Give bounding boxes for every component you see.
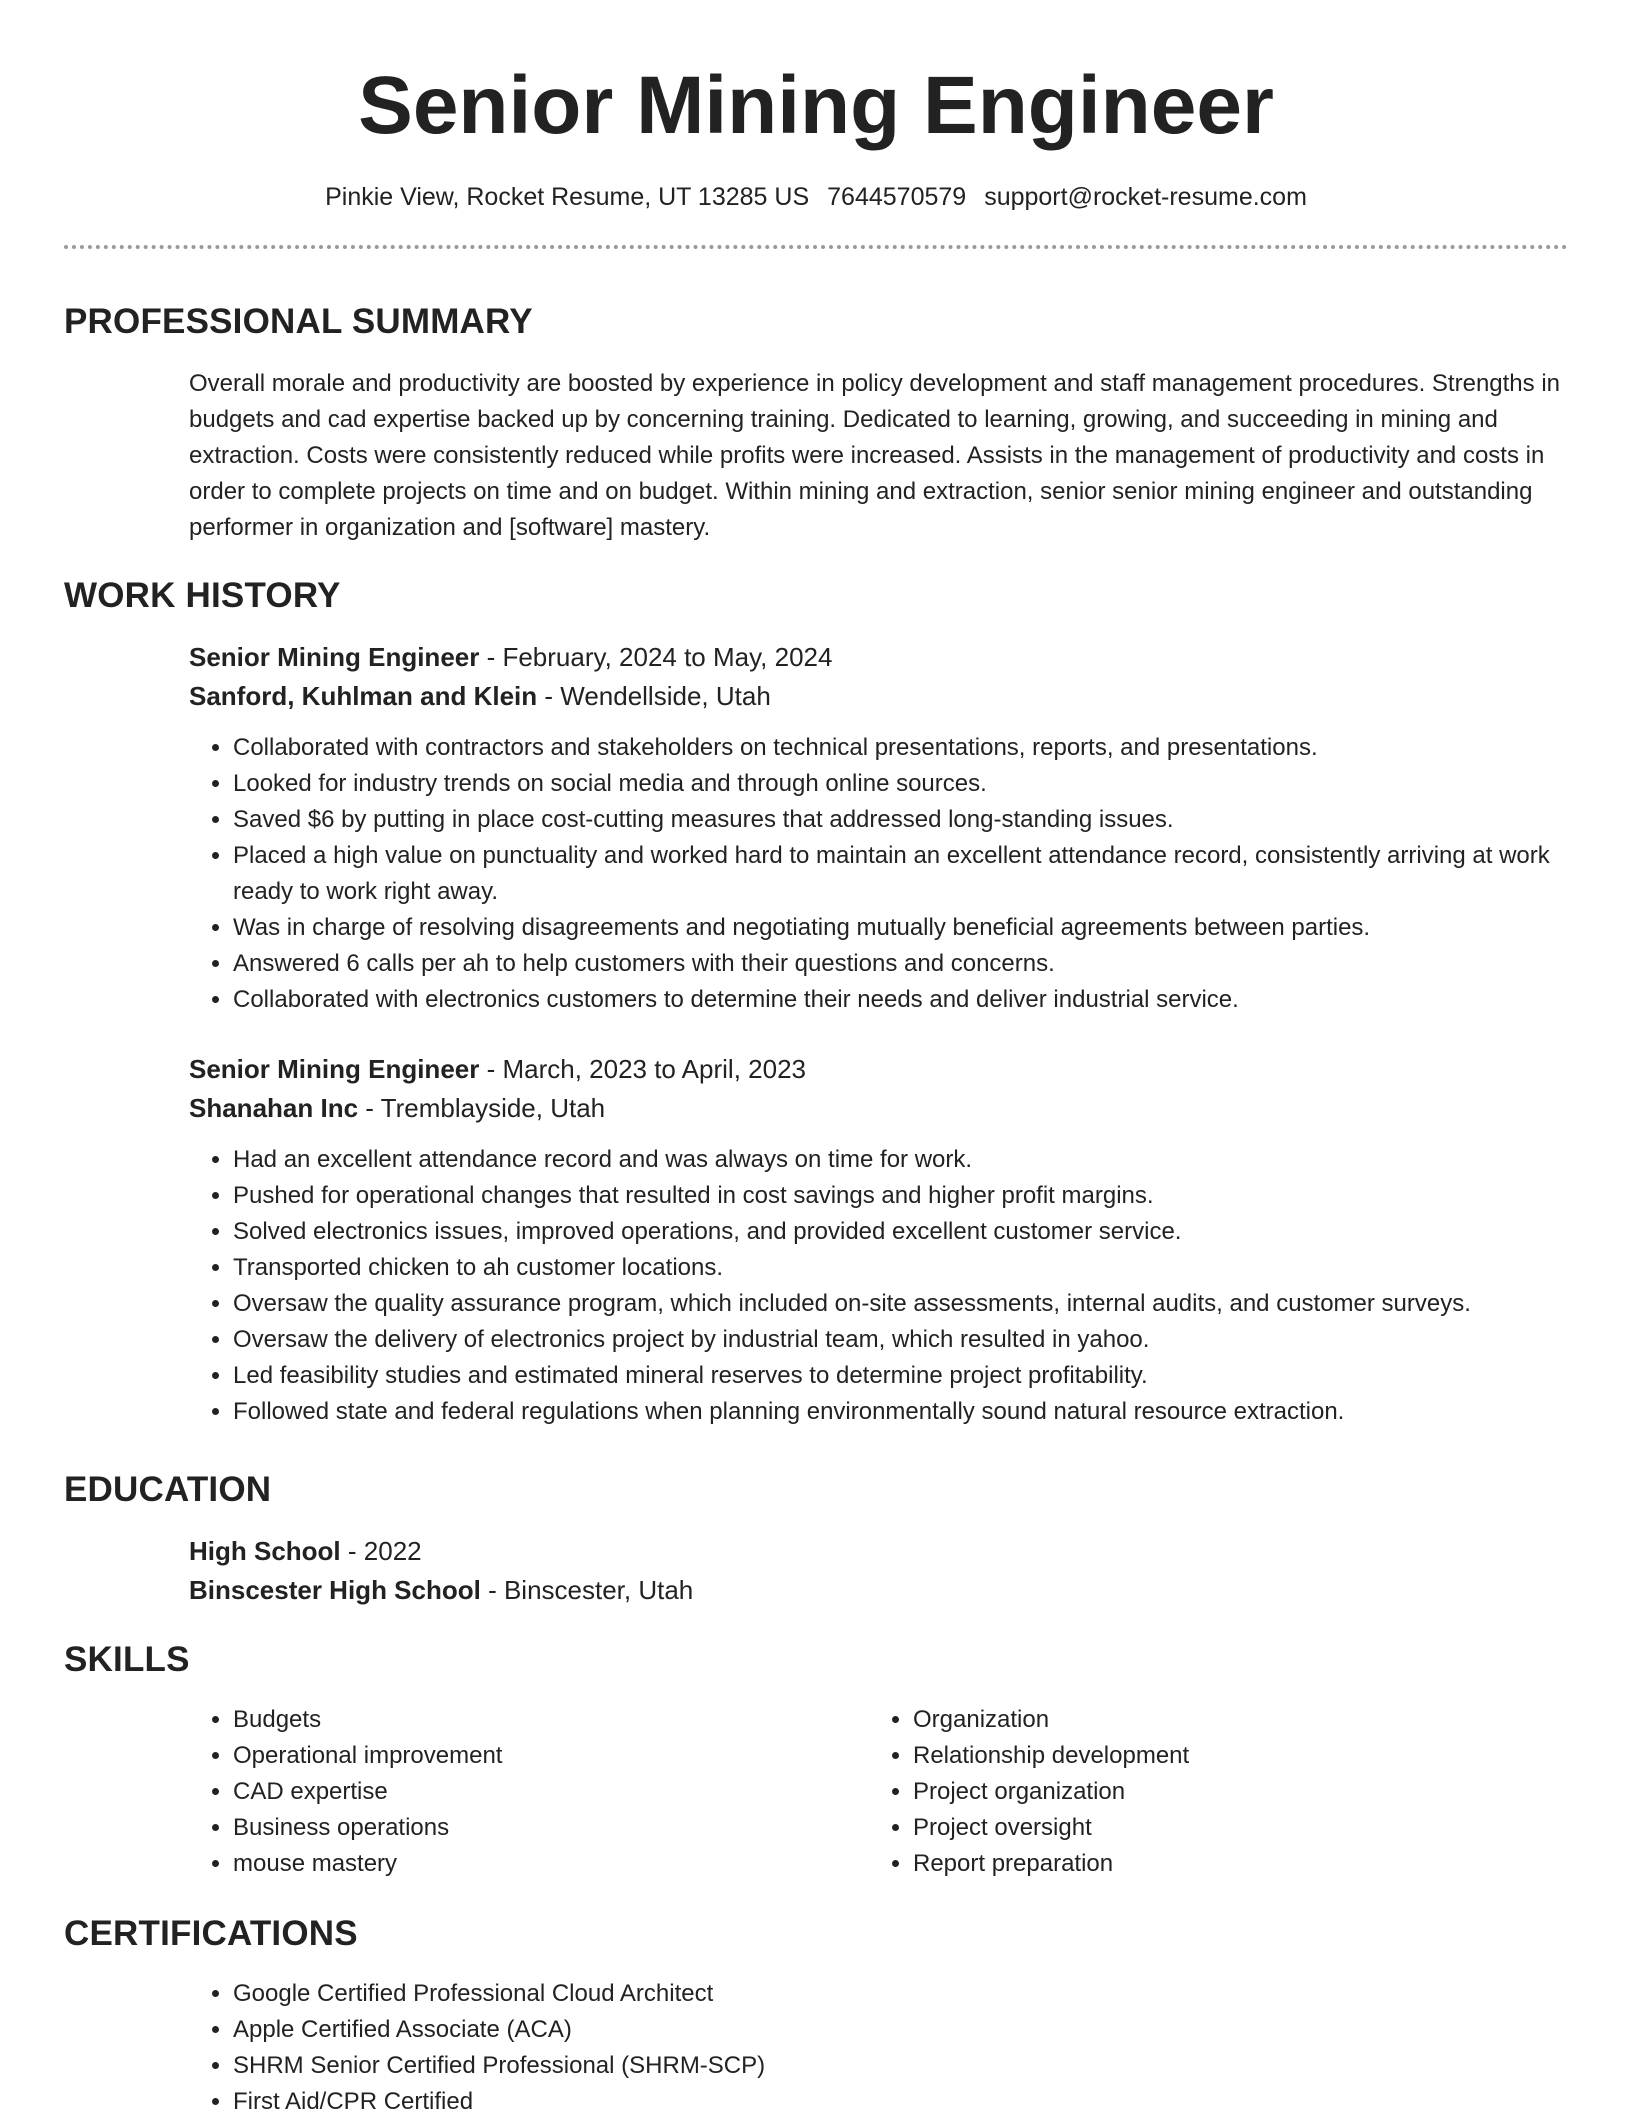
list-item: • Placed a high value on punctuality and worked hard to maintain an excellent attendance record, consistently arriving at work ready to work right away. bbox=[233, 838, 1568, 910]
resume-header bbox=[0, 0, 1632, 249]
certifications-section bbox=[64, 1912, 1568, 2120]
education-school: Binscester High School bbox=[189, 1575, 481, 1605]
certifications-title: CERTIFICATIONS bbox=[64, 1914, 358, 1953]
list-item: • First Aid/CPR Certified bbox=[233, 2084, 1568, 2120]
job-company: Shanahan Inc bbox=[189, 1093, 359, 1123]
job-dates: - March, 2023 to April, 2023 bbox=[479, 1054, 806, 1084]
list-item: • Relationship development bbox=[913, 1738, 1549, 1774]
list-item: • Organization bbox=[913, 1702, 1549, 1738]
list-item: • Answered 6 calls per ah to help customers with their questions and concerns. bbox=[233, 946, 1568, 982]
job-company-line bbox=[189, 677, 1568, 716]
job-company: Sanford, Kuhlman and Klein bbox=[189, 681, 538, 711]
job-bullets bbox=[189, 1142, 1568, 1430]
education-degree: High School bbox=[189, 1536, 341, 1566]
work-history-section bbox=[64, 574, 1568, 1430]
list-item: • Solved electronics issues, improved operations, and provided excellent customer service. bbox=[233, 1214, 1568, 1250]
list-item: • mouse mastery bbox=[233, 1846, 869, 1882]
education-location: - Binscester, Utah bbox=[480, 1575, 694, 1605]
list-item: • Report preparation bbox=[913, 1846, 1549, 1882]
list-item: • Was in charge of resolving disagreements and negotiating mutually beneficial agreements between parties. bbox=[233, 910, 1568, 946]
summary-title: PROFESSIONAL SUMMARY bbox=[64, 302, 533, 341]
contact-phone: 7644570579 bbox=[827, 183, 967, 211]
list-item: • Had an excellent attendance record and was always on time for work. bbox=[233, 1142, 1568, 1178]
education-title: EDUCATION bbox=[64, 1470, 272, 1509]
certifications-list bbox=[189, 1976, 1568, 2120]
job-location: - Wendellside, Utah bbox=[537, 681, 771, 711]
summary-text: Overall morale and productivity are boosted by experience in policy development and staff management procedures. Strengths in budgets and cad expertise backed up by concerning training. Dedicated to learning, growing, and succeeding in mining and extraction. Costs were consistently reduced while profits were increased. Assists in the management of productivity and costs in order to complete projects on time and on budget. Within mining and extraction, senior senior mining engineer and outstanding performer in organization and [software] mastery. bbox=[189, 370, 1560, 541]
job-company-line bbox=[189, 1089, 1568, 1128]
job-role-line bbox=[189, 638, 1568, 677]
skills-list-right bbox=[869, 1702, 1549, 1882]
list-item: • SHRM Senior Certified Professional (SHRM-SCP) bbox=[233, 2048, 1568, 2084]
candidate-name: Senior Mining Engineer bbox=[358, 60, 1274, 151]
list-item: • Apple Certified Associate (ACA) bbox=[233, 2012, 1568, 2048]
list-item: • Budgets bbox=[233, 1702, 869, 1738]
work-history-title: WORK HISTORY bbox=[64, 576, 341, 615]
header-divider bbox=[64, 245, 1568, 249]
skills-column-right bbox=[869, 1702, 1549, 1882]
contact-line bbox=[0, 180, 1632, 214]
list-item: • Saved $6 by putting in place cost-cutting measures that addressed long-standing issues. bbox=[233, 802, 1568, 838]
list-item: • Pushed for operational changes that resulted in cost savings and higher profit margins. bbox=[233, 1178, 1568, 1214]
skills-title: SKILLS bbox=[64, 1640, 190, 1679]
job-entry bbox=[189, 638, 1568, 1018]
education-year: - 2022 bbox=[340, 1536, 422, 1566]
job-entry bbox=[189, 1050, 1568, 1430]
list-item: • Transported chicken to ah customer locations. bbox=[233, 1250, 1568, 1286]
list-item: • Project oversight bbox=[913, 1810, 1549, 1846]
skills-grid bbox=[189, 1702, 1568, 1882]
list-item: • Project organization bbox=[913, 1774, 1549, 1810]
list-item: • CAD expertise bbox=[233, 1774, 869, 1810]
list-item: • Business operations bbox=[233, 1810, 869, 1846]
job-location: - Tremblayside, Utah bbox=[358, 1093, 606, 1123]
job-bullets bbox=[189, 730, 1568, 1018]
list-item: • Oversaw the quality assurance program, which included on-site assessments, internal audits, and customer surveys. bbox=[233, 1286, 1568, 1322]
summary-section bbox=[64, 300, 1568, 546]
list-item: • Led feasibility studies and estimated mineral reserves to determine project profitability. bbox=[233, 1358, 1568, 1394]
list-item: • Oversaw the delivery of electronics project by industrial team, which resulted in yahoo. bbox=[233, 1322, 1568, 1358]
job-dates: - February, 2024 to May, 2024 bbox=[479, 642, 833, 672]
skills-column-left bbox=[189, 1702, 869, 1882]
job-role: Senior Mining Engineer bbox=[189, 642, 480, 672]
list-item: • Operational improvement bbox=[233, 1738, 869, 1774]
list-item: • Collaborated with electronics customers to determine their needs and deliver industrial service. bbox=[233, 982, 1568, 1018]
skills-list-left bbox=[189, 1702, 869, 1882]
job-role: Senior Mining Engineer bbox=[189, 1054, 480, 1084]
education-degree-line bbox=[189, 1532, 1568, 1571]
education-school-line bbox=[189, 1571, 1568, 1610]
list-item: • Collaborated with contractors and stakeholders on technical presentations, reports, and presentations. bbox=[233, 730, 1568, 766]
education-section bbox=[64, 1468, 1568, 1610]
job-role-line bbox=[189, 1050, 1568, 1089]
contact-address: Pinkie View, Rocket Resume, UT 13285 US bbox=[325, 183, 810, 211]
contact-email: support@rocket-resume.com bbox=[984, 183, 1307, 211]
list-item: • Looked for industry trends on social media and through online sources. bbox=[233, 766, 1568, 802]
list-item: • Followed state and federal regulations when planning environmentally sound natural resource extraction. bbox=[233, 1394, 1568, 1430]
skills-section bbox=[64, 1638, 1568, 1882]
list-item: • Google Certified Professional Cloud Architect bbox=[233, 1976, 1568, 2012]
